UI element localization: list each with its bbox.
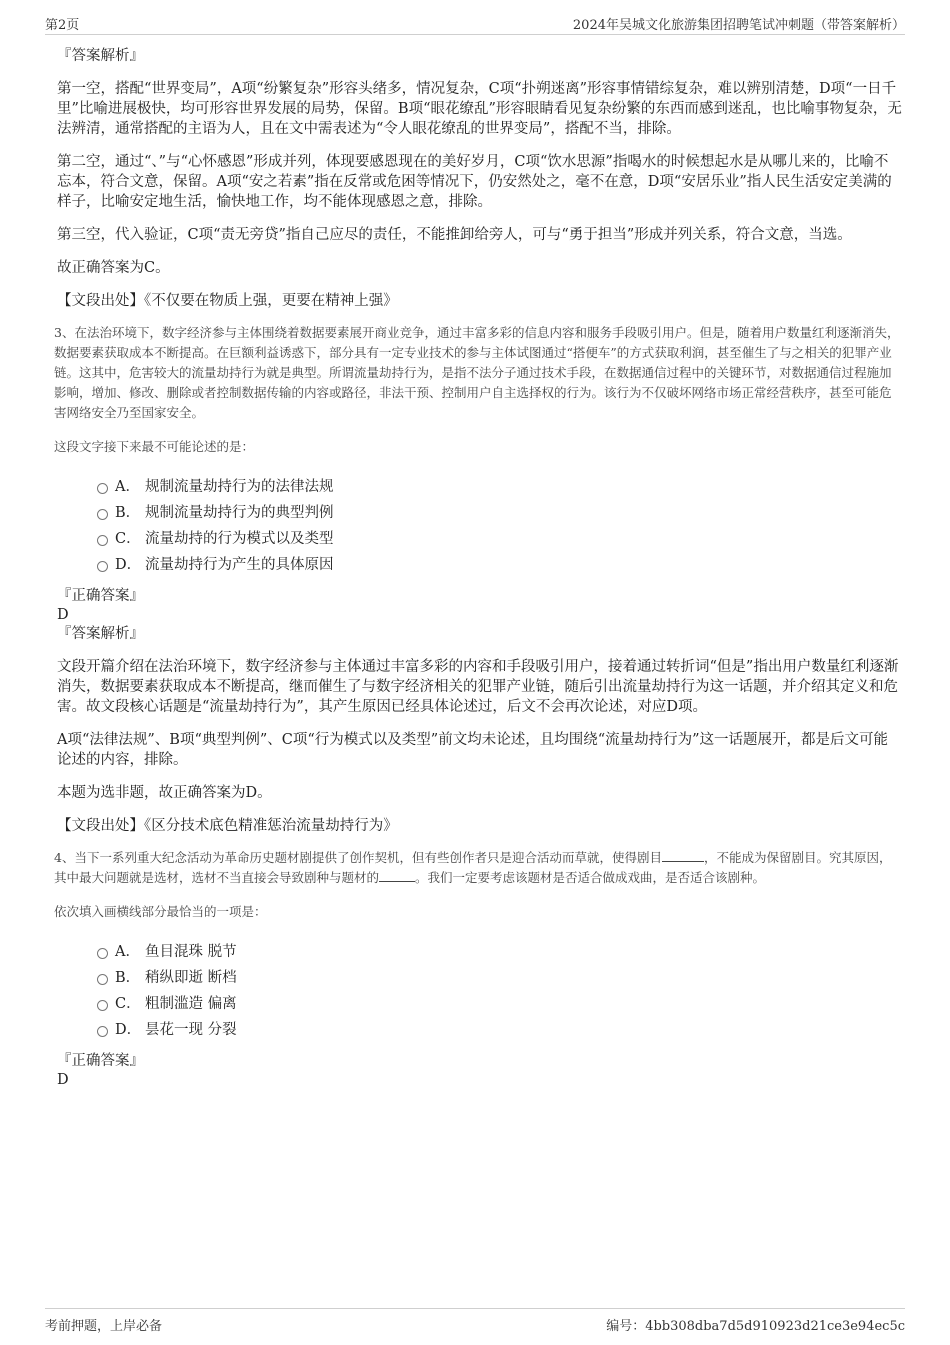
option-d[interactable]: D． 昙花一现 分裂 (57, 1017, 902, 1043)
option-c[interactable]: C． 流量劫持的行为模式以及类型 (57, 526, 902, 552)
analysis-paragraph: 第三空，代入验证，C项“责无旁贷”指自己应尽的责任，不能推卸给旁人，可与“勇于担当”形成并列关系，符合文意，当选。 (57, 227, 852, 243)
document-title: 2024年吴城文化旅游集团招聘笔试冲刺题（带答案解析） (572, 18, 905, 33)
page-footer (45, 1308, 905, 1333)
answer-value: D (57, 607, 69, 623)
radio-icon[interactable] (97, 1026, 108, 1037)
answer-label: 『正确答案』 (57, 1053, 144, 1069)
option-d[interactable]: D． 流量劫持行为产生的具体原因 (57, 552, 902, 578)
radio-icon[interactable] (97, 509, 108, 520)
question-stem: 3、在法治环境下，数字经济参与主体围绕着数据要素展开商业竞争，通过丰富多彩的信息内容和服务手段吸引用户。但是，随着用户数量红利逐渐消失，数据要素获取成本不断提高。在巨额利益诱惑下，部分具有一定专业技术的参与主体试图通过“搭便车”的方式获取利润，甚至催生了与之相关的犯罪产业链。这其中，危害较大的流量劫持行为就是典型。所谓流量劫持行为，是指不法分子通过技术手段，在数据通信过程中的关键环节，对数据通信过程施加影响，增加、修改、删除或者控制数据传输的内容或路径，非法干预、控制用户自主选择权的行为。该行为不仅破坏网络市场正常经营秩序，甚至可能危害网络安全乃至国家安全。 (54, 325, 900, 420)
option-list (57, 939, 902, 1043)
source-citation: 【文段出处】《区分技术底色精准惩治流量劫持行为》 (57, 818, 398, 834)
radio-icon[interactable] (97, 948, 108, 959)
answer-value: D (57, 1072, 69, 1088)
option-list (57, 474, 902, 578)
analysis-paragraph: 第二空，通过“、”与“心怀感恩”形成并列，体现要感恩现在的美好岁月，C项“饮水思源”指喝水的时候想起水是从哪儿来的，比喻不忘本，符合文意，保留。A项“安之若素”指在反常或危困等情况下，仍安然处之，毫不在意，D项“安居乐业”指人民生活安定美满的样子，比喻安定地生活，愉快地工作，均不能体现感恩之意，排除。 (57, 154, 892, 210)
blank-1 (662, 849, 704, 862)
radio-icon[interactable] (97, 483, 108, 494)
page-number: 第2页 (45, 18, 80, 33)
option-a[interactable]: A． 规制流量劫持行为的法律法规 (57, 474, 902, 500)
page-content (54, 46, 902, 1089)
analysis-label: 『答案解析』 (57, 48, 144, 64)
analysis-paragraph: 第一空，搭配“世界变局”，A项“纷繁复杂”形容头绪多，情况复杂，C项“扑朔迷离”形容事情错综复杂，难以辨别清楚，D项“一日千里”比喻进展极快，均可形容世界发展的局势，保留。B项“眼花缭乱”形容眼睛看见复杂纷繁的东西而感到迷乱，也比喻事物复杂，无法辨清，通常搭配的主语为人，且在文中需表述为“令人眼花缭乱的世界变局”，搭配不当，排除。 (57, 81, 902, 137)
option-a[interactable]: A． 鱼目混珠 脱节 (57, 939, 902, 965)
blank-2 (379, 869, 415, 882)
footer-slogan: 考前押题，上岸必备 (45, 1319, 163, 1334)
question-prompt: 依次填入画横线部分最恰当的一项是： (54, 904, 267, 919)
option-b[interactable]: B． 稍纵即逝 断档 (57, 965, 902, 991)
question-prompt: 这段文字接下来最不可能论述的是： (54, 439, 255, 454)
analysis-paragraph: A项“法律法规”、B项“典型判例”、C项“行为模式以及类型”前文均未论述，且均围绕“流量劫持行为”这一话题展开，都是后文可能论述的内容，排除。 (57, 732, 889, 768)
answer-label: 『正确答案』 (57, 588, 144, 604)
radio-icon[interactable] (97, 535, 108, 546)
analysis-conclusion: 故正确答案为C。 (57, 260, 170, 276)
option-b[interactable]: B． 规制流量劫持行为的典型判例 (57, 500, 902, 526)
analysis-conclusion: 本题为选非题，故正确答案为D。 (57, 785, 272, 801)
document-id: 编号：4bb308dba7d5d910923d21ce3e94ec5c (606, 1319, 905, 1334)
analysis-paragraph: 文段开篇介绍在法治环境下，数字经济参与主体通过丰富多彩的内容和手段吸引用户，接着通过转折词“但是”指出用户数量红利逐渐消失，数据要素获取成本不断提高，继而催生了与数字经济相关的犯罪产业链，随后引出流量劫持行为这一话题，并介绍其定义和危害。故文段核心话题是“流量劫持行为”，其产生原因已经具体论述过，后文不会再次论述，对应D项。 (57, 659, 899, 715)
radio-icon[interactable] (97, 1000, 108, 1011)
analysis-label: 『答案解析』 (57, 626, 144, 642)
question-stem: 4、当下一系列重大纪念活动为革命历史题材剧提供了创作契机，但有些创作者只是迎合活动而草就，使得剧目 ，不能成为保留剧目。究其原因，其中最大问题就是选材，选材不当直接会导致剧种与题材的 。我们一定要考虑该题材是否适合做成戏曲，是否适合该剧种。 (54, 850, 892, 885)
option-c[interactable]: C． 粗制滥造 偏离 (57, 991, 902, 1017)
radio-icon[interactable] (97, 974, 108, 985)
source-citation: 【文段出处】《不仅要在物质上强，更要在精神上强》 (57, 293, 398, 309)
page-header (45, 12, 905, 35)
radio-icon[interactable] (97, 561, 108, 572)
